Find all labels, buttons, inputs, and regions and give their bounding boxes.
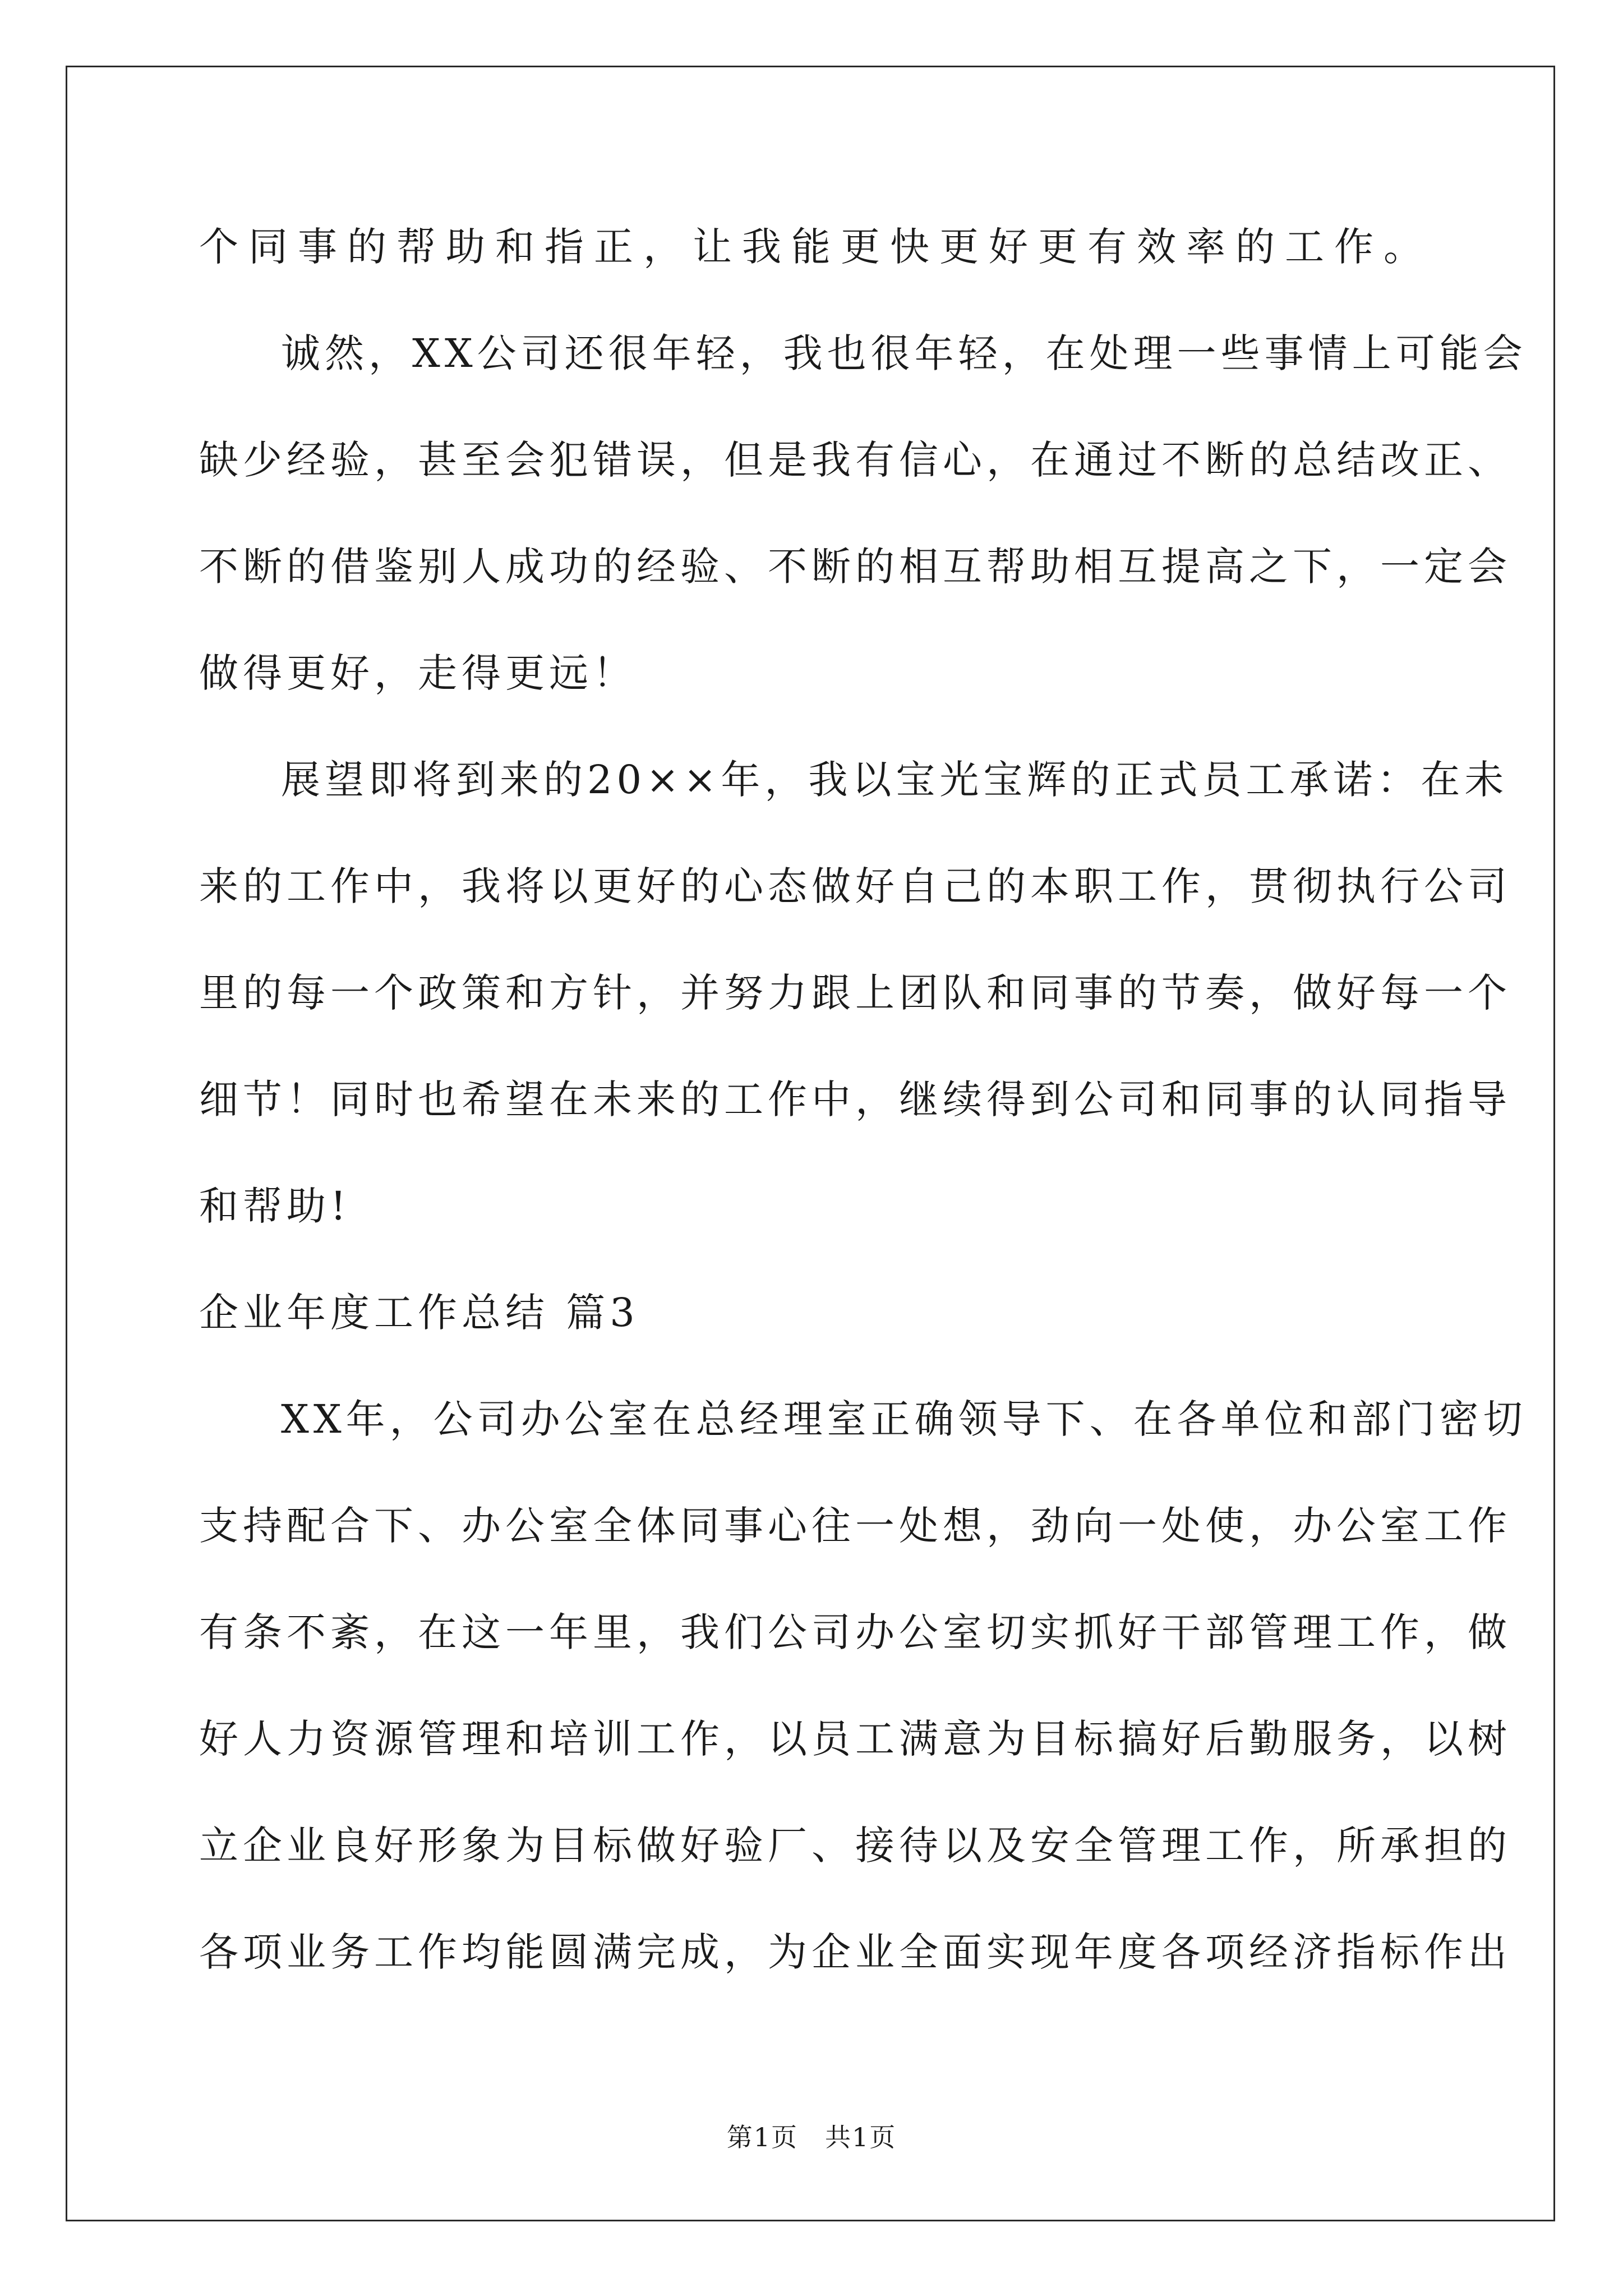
paragraph-line: 里的每一个政策和方针，并努力跟上团队和同事的节奏，做好每一个 [199,970,1511,1016]
paragraph-line: 不断的借鉴别人成功的经验、不断的相互帮助相互提高之下，一定会 [199,544,1511,590]
page-footer: 第1页 共1页 [726,2122,897,2152]
page-border [66,66,1555,2221]
paragraph-line: 展望即将到来的20××年，我以宝光宝辉的正式员工承诺：在未 [281,757,1509,803]
paragraph-line: 好人力资源管理和培训工作，以员工满意为目标搞好后勤服务，以树 [199,1716,1511,1762]
paragraph-line: 诚然，XX公司还很年轻，我也很年轻，在处理一些事情上可能会 [281,330,1527,376]
paragraph-line: 细节！同时也希望在未来的工作中，继续得到公司和同事的认同指导 [199,1076,1511,1122]
paragraph-line: 来的工作中，我将以更好的心态做好自己的本职工作，贯彻执行公司 [199,863,1511,909]
paragraph-line: 和帮助! [199,1183,351,1229]
paragraph-line: 缺少经验，甚至会犯错误，但是我有信心，在通过不断的总结改正、 [199,437,1511,483]
paragraph-line: 个同事的帮助和指正，让我能更快更好更有效率的工作。 [199,224,1427,270]
paragraph-line: 立企业良好形象为目标做好验厂、接待以及安全管理工作，所承担的 [199,1823,1511,1869]
paragraph-line: 做得更好，走得更远！ [199,650,637,696]
paragraph-line: 各项业务工作均能圆满完成，为企业全面实现年度各项经济指标作出 [199,1929,1511,1975]
paragraph-line: 支持配合下、办公室全体同事心往一处想，劲向一处使，办公室工作 [199,1503,1511,1549]
paragraph-line: XX年，公司办公室在总经理室正确领导下、在各单位和部门密切 [281,1396,1527,1442]
section-heading: 企业年度工作总结 篇3 [199,1290,639,1336]
paragraph-line: 有条不紊，在这一年里，我们公司办公室切实抓好干部管理工作，做 [199,1609,1511,1655]
